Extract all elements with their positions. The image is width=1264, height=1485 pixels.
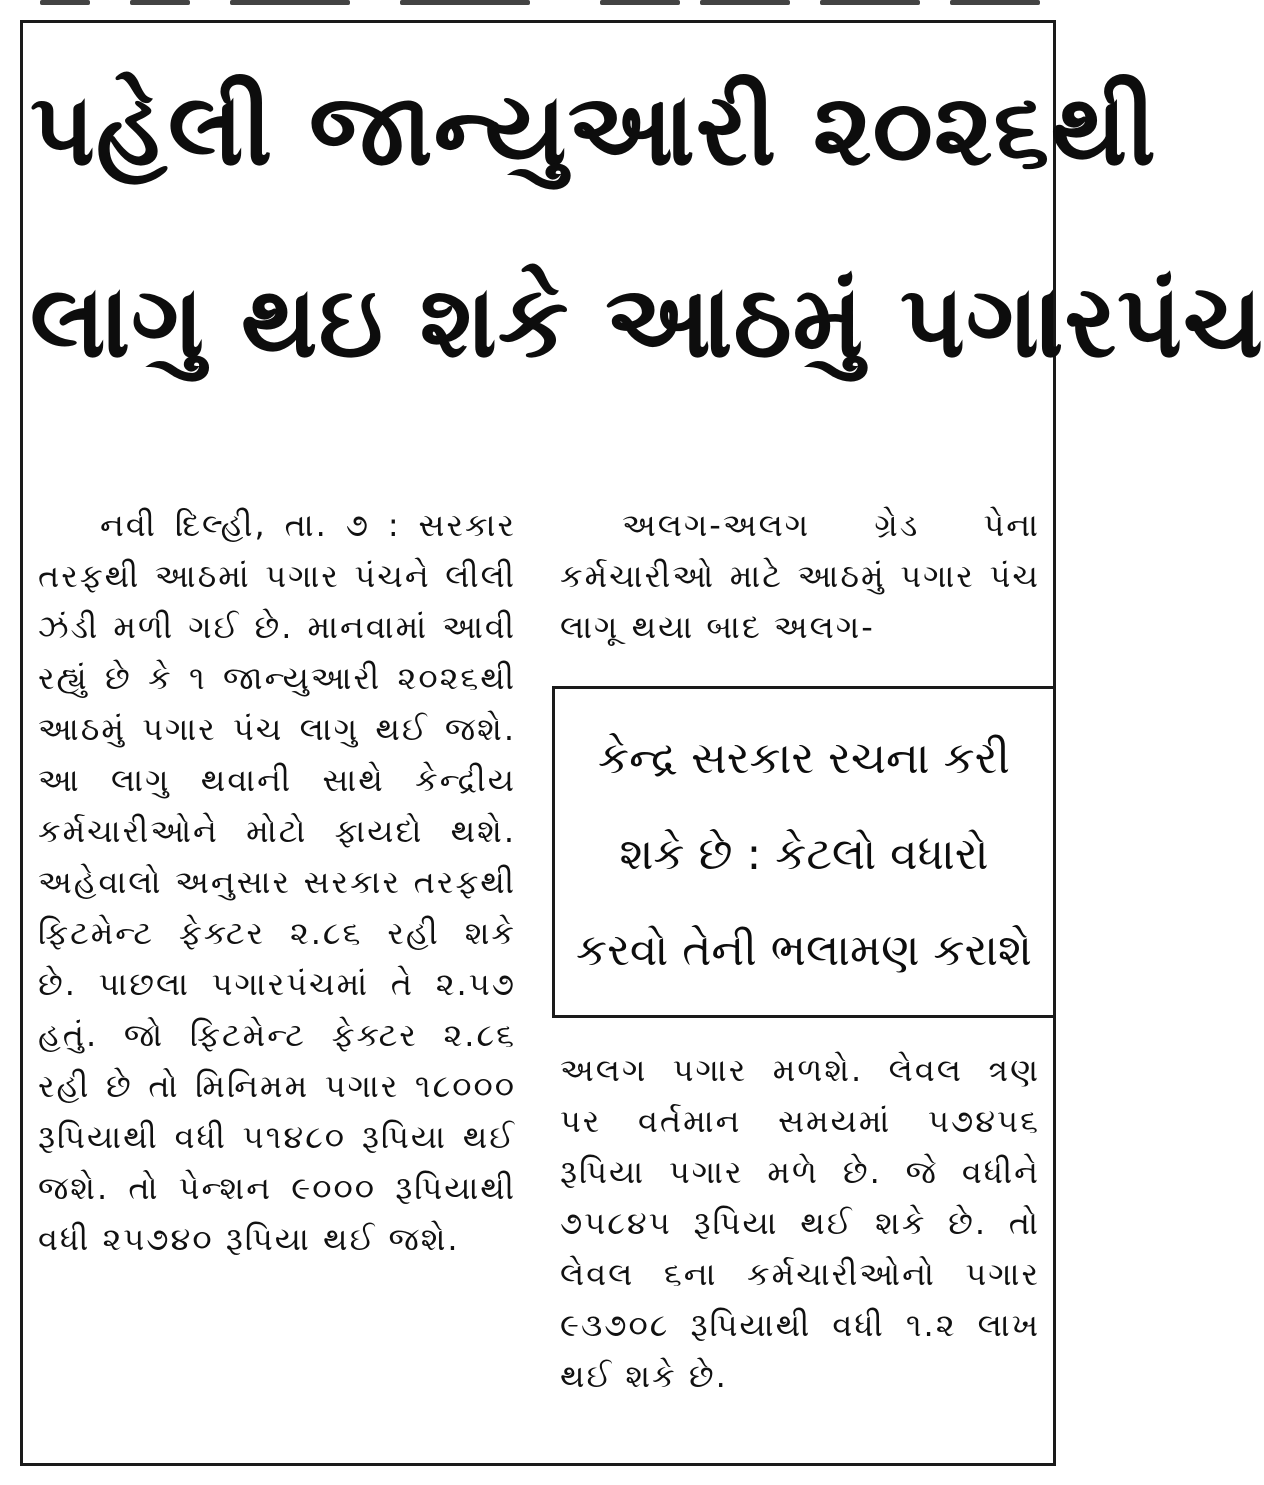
article-right-column-bottom <box>560 1045 1040 1402</box>
article-body-right-bottom: અલગ પગાર મળશે. લેવલ ત્રણ પર વર્તમાન સમયમાં ૫૭૪૫૬ રૂપિયા પગાર મળે છે. જે વધીને ૭૫૮૪૫ રૂપિયા થઈ શકે છે. તો લેવલ ૬ના કર્મચારીઓનો પગાર ૯૩૭૦૮ રૂપિયાથી વધી ૧.૨ લાખ થઈ શકે છે. <box>560 1051 1040 1395</box>
article-body-right-top: અલગ-અલગ ગ્રેડ પેના કર્મચારીઓ માટે આઠમું પગાર પંચ લાગૂ થયા બાદ અલગ- <box>560 506 1040 646</box>
headline-line-1: પહેલી જાન્યુઆરી ૨૦૨૬થી <box>30 71 1157 188</box>
article-right-column-top <box>560 500 1040 653</box>
article-body-left: નવી દિલ્હી, તા. ૭ : સરકાર તરફથી આઠમાં પગાર પંચને લીલી ઝંડી મળી ગઈ છે. માનવામાં આવી રહ્યું છે કે ૧ જાન્યુઆરી ૨૦૨૬થી આઠમું પગાર પંચ લાગુ થઈ જશે. આ લાગુ થવાની સાથે કેન્દ્રીય કર્મચારીઓને મોટો ફાયદો થશે. અહેવાલો અનુસાર સરકાર તરફથી ફિટમેન્ટ ફેક્ટર ૨.૮૬ રહી શકે છે. પાછલા પગારપંચમાં તે ૨.૫૭ હતું. જો ફિટમેન્ટ ફેક્ટર ૨.૮૬ રહી છે તો મિનિમમ પગાર ૧૮૦૦૦ રૂપિયાથી વધી ૫૧૪૮૦ રૂપિયા થઈ જશે. તો પેન્શન ૯૦૦૦ રૂપિયાથી વધી ૨૫૭૪૦ રૂપિયા થઈ જશે. <box>38 506 516 1258</box>
pullquote-text: કેન્દ્ર સરકાર રચના કરી શકે છે : કેટલો વધારો કરવો તેની ભલામણ કરાશે <box>576 733 1032 976</box>
pullquote-box <box>552 686 1056 1018</box>
article-left-column <box>38 500 516 1265</box>
previous-article-cutoff <box>0 0 1080 12</box>
headline-line-2: લાગુ થઇ શકે આઠમું પગારપંચ <box>30 263 1264 380</box>
